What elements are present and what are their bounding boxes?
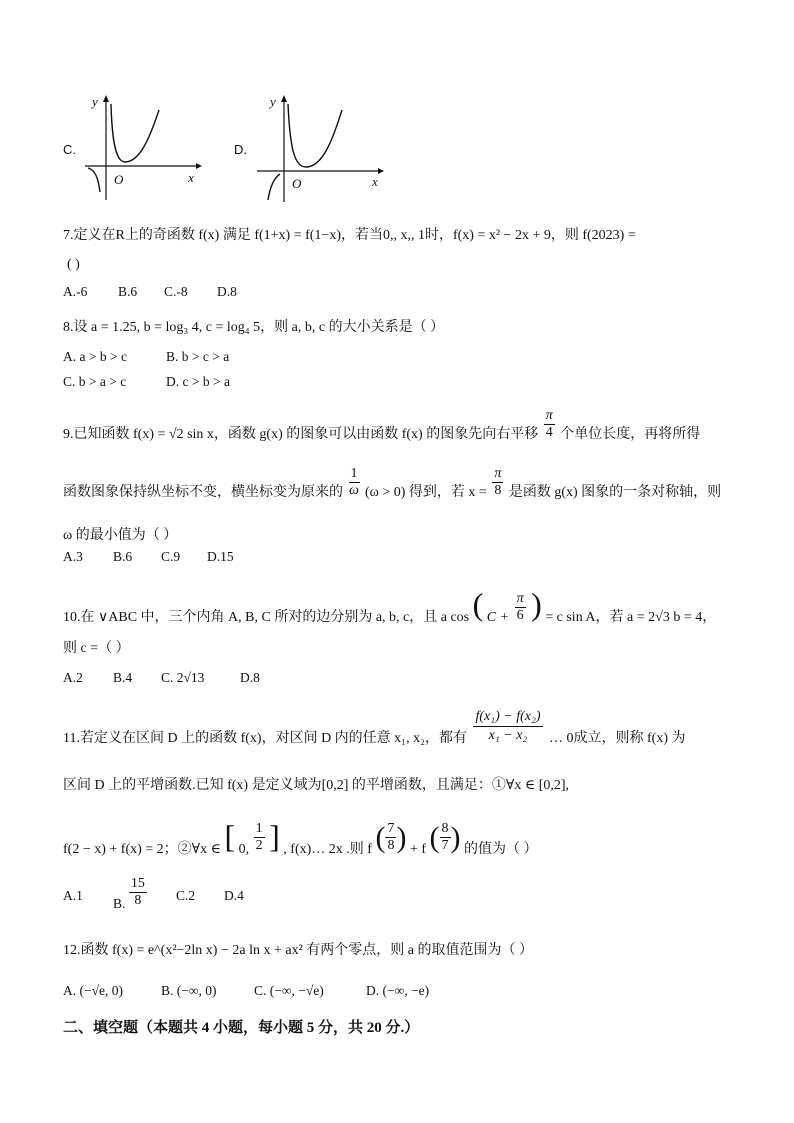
q11-line1-a: 11.若定义在区间 D 上的函数 f(x)，对区间 D 内的任意 x₁, x₂，都有: [63, 730, 467, 746]
q11-int-frac-num: 1: [255, 821, 263, 837]
question-12-text: 12.函数 f(x) = e^(x²−2ln x) − 2a ln x + ax² 有两个零点，则 a 的取值范围为（ ）: [63, 943, 533, 958]
q11-line3-d: 的值为（ ）: [464, 842, 538, 857]
q11-f2-num: 8: [441, 821, 449, 837]
q11-paren1-open: (: [375, 821, 386, 854]
q9-line2-a: 函数图象保持纵坐标不变，横坐标变为原来的: [63, 484, 343, 500]
q11-interval-fraction: [254, 821, 265, 854]
q11-frac-num: f(x₁) − f(x₂): [473, 708, 542, 727]
q11-f2-den: 7: [441, 838, 449, 854]
q11-line3-c: + f: [409, 842, 427, 857]
q9-fraction-pi-8: [492, 466, 503, 499]
q11-line3-a: f(2 − x) + f(x) = 2；②∀x ∈: [63, 842, 221, 857]
q12-option-d: D. (−∞, −e): [366, 983, 430, 998]
q9-line2-b: (ω > 0) 得到，若 x =: [365, 484, 487, 500]
q12-option-b: B. (−∞, 0): [161, 983, 217, 998]
q11-option-d: D.4: [224, 888, 244, 903]
q10-option-d: D.8: [240, 670, 260, 685]
q9-frac2-den: ω: [349, 483, 359, 498]
q10-option-b: B.4: [113, 670, 133, 685]
q8-option-d: D. c > b > a: [166, 374, 230, 389]
q8-option-c: C. b > a > c: [63, 374, 127, 389]
graph-option-c: [80, 92, 205, 209]
q10-frac-den: 6: [516, 608, 524, 624]
q10-paren-open: (: [472, 586, 484, 622]
q10-option-a: A.2: [63, 670, 83, 685]
q10-frac-num: π: [516, 591, 524, 607]
q9-fraction-pi-4: [544, 408, 555, 441]
q11-option-a: A.1: [63, 888, 83, 903]
question-11-line1: [63, 708, 686, 752]
q7-option-c: C.-8: [164, 284, 188, 299]
question-10-line1: [63, 582, 716, 624]
q9-frac2-num: 1: [350, 466, 358, 481]
q11-opt-b-den: 8: [134, 893, 142, 908]
q9-option-b: B.6: [113, 549, 133, 564]
q9-option-c: C.9: [161, 549, 181, 564]
option-c-label: C.: [63, 142, 76, 157]
q11-f1-num: 7: [387, 821, 395, 837]
q9-frac1-num: π: [545, 408, 553, 423]
q12-option-c: C. (−∞, −√e): [254, 983, 324, 998]
origin-label-d: O: [292, 176, 302, 191]
y-axis-label-d: y: [270, 94, 276, 109]
q11-paren2-close: ): [450, 821, 461, 854]
question-9-line1: [63, 408, 700, 446]
q9-line1-a: 9.已知函数 f(x) = √2 sin x，函数 g(x) 的图象可以由函数 f(x) 的图象先向右平移: [63, 426, 539, 442]
x-axis-label-d: x: [372, 174, 378, 189]
q9-line2-c: 是函数 g(x) 图象的一条对称轴，则: [508, 484, 722, 500]
q11-paren1-close: ): [396, 821, 407, 854]
q8-option-b: B. b > c > a: [166, 349, 230, 364]
y-axis-label-c: y: [92, 94, 98, 109]
q11-option-b-prefix: B.: [113, 895, 126, 911]
q11-bracket-open: [: [224, 818, 236, 854]
origin-label-c: O: [114, 172, 124, 187]
q11-fraction: [473, 708, 542, 745]
q12-option-a: A. (−√e, 0): [63, 983, 124, 998]
q9-frac3-num: π: [494, 466, 502, 481]
graph-option-d: [254, 92, 386, 209]
x-axis-label-c: x: [188, 170, 194, 185]
question-11-line2: 区间 D 上的平增函数.已知 f(x) 是定义域为[0,2] 的平增函数，且满足：①∀x ∈ [0,2],: [63, 778, 570, 793]
q9-frac3-den: 8: [494, 483, 502, 498]
q10-line1-a: 10.在 ∨ABC 中，三个内角 A, B, C 所对的边分别为 a, b, c，且 a cos: [63, 610, 470, 625]
option-d-label: D.: [234, 142, 247, 157]
q10-line1-b: = c sin A，若 a = 2√3 b = 4，: [545, 610, 717, 625]
question-11-line3: [63, 812, 538, 856]
q10-paren-close: ): [531, 586, 542, 622]
q10-fraction-pi-6: [515, 591, 526, 624]
q11-opt-b-num: 15: [130, 876, 145, 891]
question-9-line3: ω 的最小值为（ ）: [63, 528, 178, 543]
q9-fraction-1-omega: [349, 466, 360, 499]
question-10-line2: 则 c =（ ）: [63, 641, 130, 656]
q11-option-c: C.2: [176, 888, 196, 903]
q10-inner: C +: [486, 610, 510, 625]
q11-option-b-fraction: [129, 876, 147, 909]
question-7-blank: ( ): [67, 257, 80, 272]
q11-line1-b: … 0成立，则称 f(x) 为: [549, 730, 686, 746]
q10-option-c: C. 2√13: [161, 670, 205, 685]
q9-option-d: D.15: [207, 549, 234, 564]
q11-bracket-close: ]: [269, 818, 280, 854]
q9-frac1-den: 4: [545, 425, 553, 440]
q7-option-a: A.-6: [63, 284, 88, 299]
q11-option-b: [113, 876, 147, 916]
q11-fraction-7-8: [385, 821, 396, 854]
q7-option-b: B.6: [118, 284, 138, 299]
question-8-text: 8.设 a = 1.25, b = log₃ 4, c = log₄ 5，则 a, b, c 的大小关系是（ ）: [63, 320, 445, 335]
q9-line1-b: 个单位长度，再将所得: [560, 426, 701, 442]
section-heading-fill-in: 二、填空题（本题共 4 小题，每小题 5 分，共 20 分.）: [63, 1020, 420, 1036]
question-7-text: 7.定义在R上的奇函数 f(x) 满足 f(1+x) = f(1−x)，若当0,, x,, 1时，f(x) = x² − 2x + 9，则 f(2023) =: [63, 228, 636, 243]
q7-option-d: D.8: [217, 284, 237, 299]
q11-frac-den: x₁ − x₂: [488, 728, 528, 743]
q11-line3-b: , f(x)… 2x .则 f: [283, 842, 372, 857]
q11-f1-den: 8: [387, 838, 395, 854]
q11-fraction-8-7: [440, 821, 451, 854]
q8-option-a: A. a > b > c: [63, 349, 127, 364]
q11-paren2-open: (: [429, 821, 440, 854]
q11-interval-left: 0,: [238, 842, 250, 857]
question-9-line2: [63, 466, 721, 506]
q9-option-a: A.3: [63, 549, 83, 564]
q11-int-frac-den: 2: [255, 838, 263, 854]
